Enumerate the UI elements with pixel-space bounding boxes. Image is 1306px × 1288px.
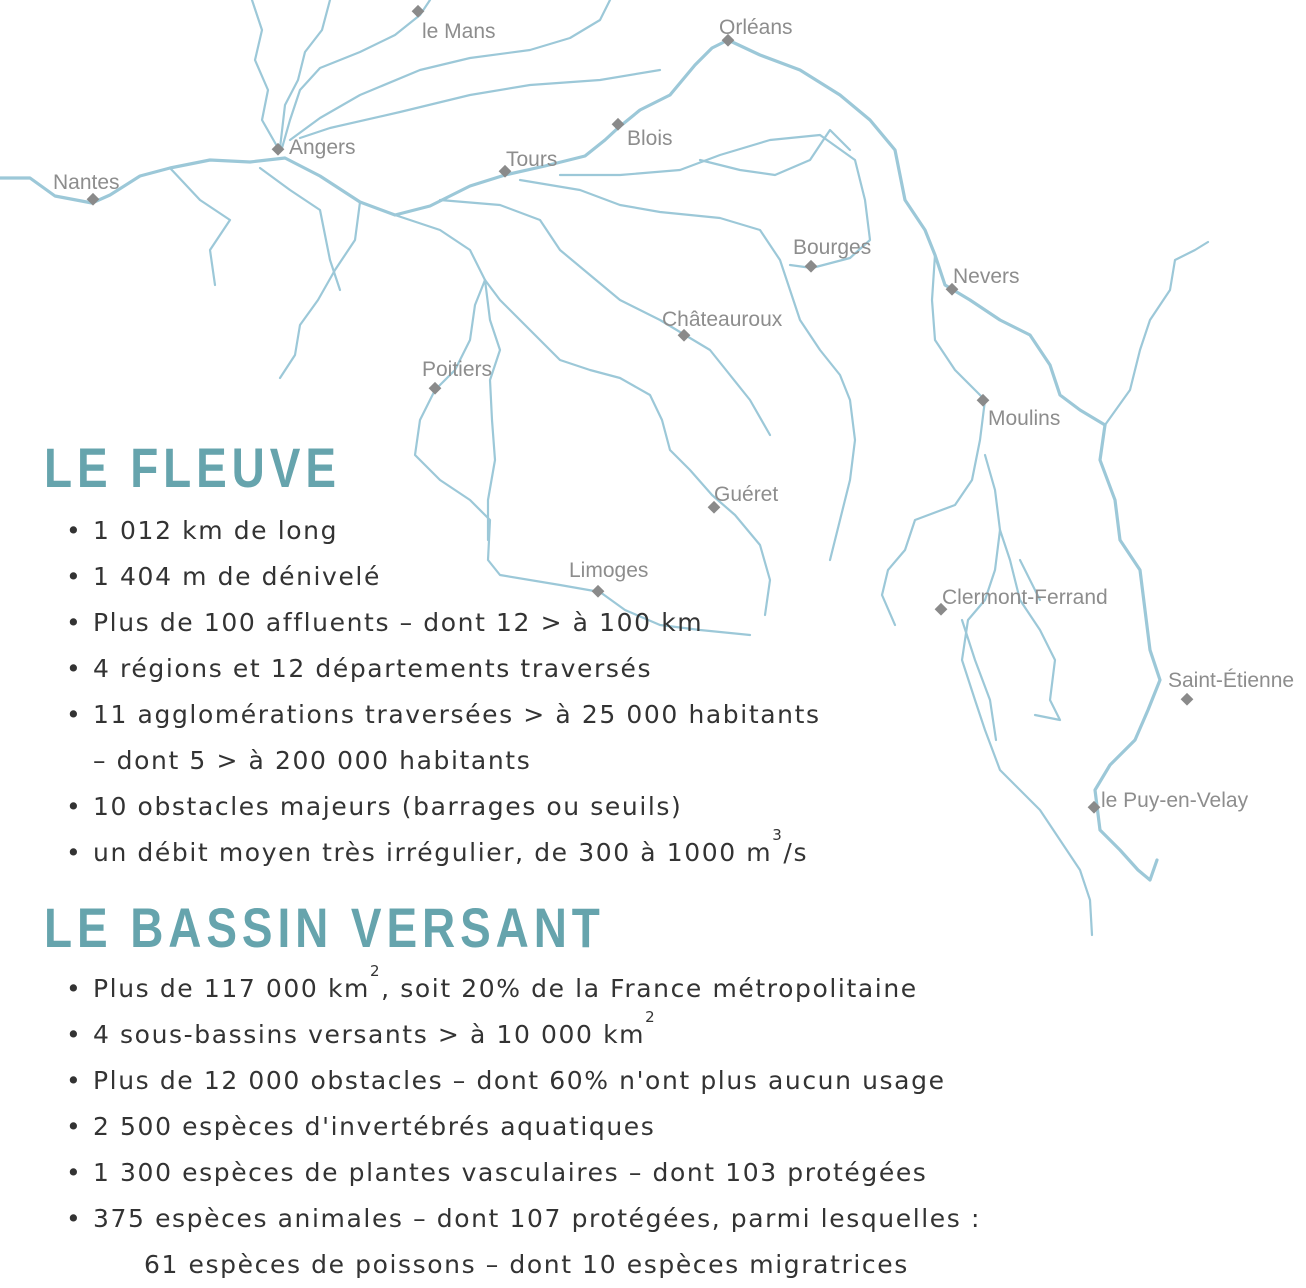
city-marker-saint-etienne[interactable] — [1181, 693, 1194, 706]
city-marker-bourges[interactable] — [805, 260, 818, 273]
city-marker-blois[interactable] — [612, 118, 625, 131]
fleuve-fact-flow-exponent: 3 — [772, 826, 784, 844]
fleuve-fact-regions: • 4 régions et 12 départements traversés — [66, 646, 821, 692]
fleuve-heading: LE FLEUVE — [44, 436, 341, 499]
river-tributary — [962, 620, 996, 740]
city-marker-moulins[interactable] — [977, 394, 990, 407]
river-tributary — [300, 70, 660, 138]
fleuve-facts-list — [66, 508, 821, 876]
fleuve-fact-agglomerations-detail: – dont 5 > à 200 000 habitants — [93, 746, 532, 775]
river-tributary — [700, 130, 850, 175]
bassin-fact-fish: 61 espèces de poissons – dont 10 espèces migratrices — [144, 1250, 909, 1279]
fleuve-fact-length: • 1 012 km de long — [66, 508, 821, 554]
bassin-heading: LE BASSIN VERSANT — [44, 896, 605, 959]
bassin-fact-sub-basins-exponent: 2 — [645, 1008, 657, 1026]
city-label-angers: Angers — [289, 136, 356, 159]
bassin-fact-sub-basins — [66, 1008, 981, 1058]
city-label-le-puy-en-velay: le Puy-en-Velay — [1101, 789, 1249, 812]
city-marker-le-mans[interactable] — [412, 5, 425, 18]
loire-main — [0, 40, 1105, 425]
city-label-saint-etienne: Saint-Étienne — [1168, 669, 1295, 692]
allier-river — [962, 455, 1092, 935]
fleuve-fact-tributaries: • Plus de 100 affluents – dont 12 > à 100 km — [66, 600, 821, 646]
river-tributary — [252, 0, 278, 148]
city-label-nantes: Nantes — [53, 171, 120, 194]
bassin-facts-list — [66, 962, 981, 1288]
river-tributary — [170, 168, 230, 285]
river-tributary — [485, 280, 500, 540]
city-label-tours: Tours — [506, 148, 558, 171]
fleuve-fact-obstacles: • 10 obstacles majeurs (barrages ou seuils) — [66, 784, 821, 830]
bassin-fact-area-tail: , soit 20% de la France métropolitaine — [381, 974, 918, 1003]
fleuve-fact-agglomerations: • 11 agglomérations traversées > à 25 000 habitants — [66, 692, 821, 738]
bassin-fact-area — [66, 962, 981, 1012]
fleuve-fact-flow-text: un débit moyen très irrégulier, de 300 à 1000 m — [93, 838, 773, 867]
fleuve-fact-elevation: • 1 404 m de dénivelé — [66, 554, 821, 600]
city-label-limoges: Limoges — [569, 559, 649, 582]
bassin-fact-plants: • 1 300 espèces de plantes vasculaires – dont 103 protégées — [66, 1150, 981, 1196]
city-label-moulins: Moulins — [988, 407, 1061, 430]
city-marker-poitiers[interactable] — [429, 382, 442, 395]
fleuve-fact-flow — [66, 826, 821, 876]
bassin-fact-obstacles: • Plus de 12 000 obstacles – dont 60% n'ont plus aucun usage — [66, 1058, 981, 1104]
bassin-fact-invertebrates: • 2 500 espèces d'invertébrés aquatiques — [66, 1104, 981, 1150]
river-tributary — [280, 202, 360, 378]
allier-river — [882, 255, 985, 625]
river-tributary — [1105, 242, 1208, 425]
city-label-poitiers: Poitiers — [422, 358, 493, 381]
river-tributary — [260, 168, 340, 290]
fleuve-fact-flow-unit: /s — [783, 838, 809, 867]
bassin-fact-area-text: Plus de 117 000 km — [93, 974, 370, 1003]
bassin-fact-area-exponent: 2 — [370, 962, 382, 980]
city-label-chateauroux: Châteauroux — [662, 308, 783, 331]
city-label-orleans: Orléans — [719, 16, 793, 39]
city-label-clermont-ferrand: Clermont-Ferrand — [942, 586, 1108, 609]
river-tributary — [1000, 530, 1060, 720]
city-label-nevers: Nevers — [953, 265, 1020, 288]
bassin-fact-sub-basins-text: 4 sous-bassins versants > à 10 000 km — [93, 1020, 646, 1049]
bassin-fact-animals: • 375 espèces animales – dont 107 protégées, parmi lesquelles : — [66, 1196, 981, 1242]
city-label-blois: Blois — [627, 127, 673, 150]
city-label-gueret: Guéret — [714, 483, 779, 506]
city-label-bourges: Bourges — [793, 236, 872, 259]
city-label-le-mans: le Mans — [422, 20, 496, 43]
